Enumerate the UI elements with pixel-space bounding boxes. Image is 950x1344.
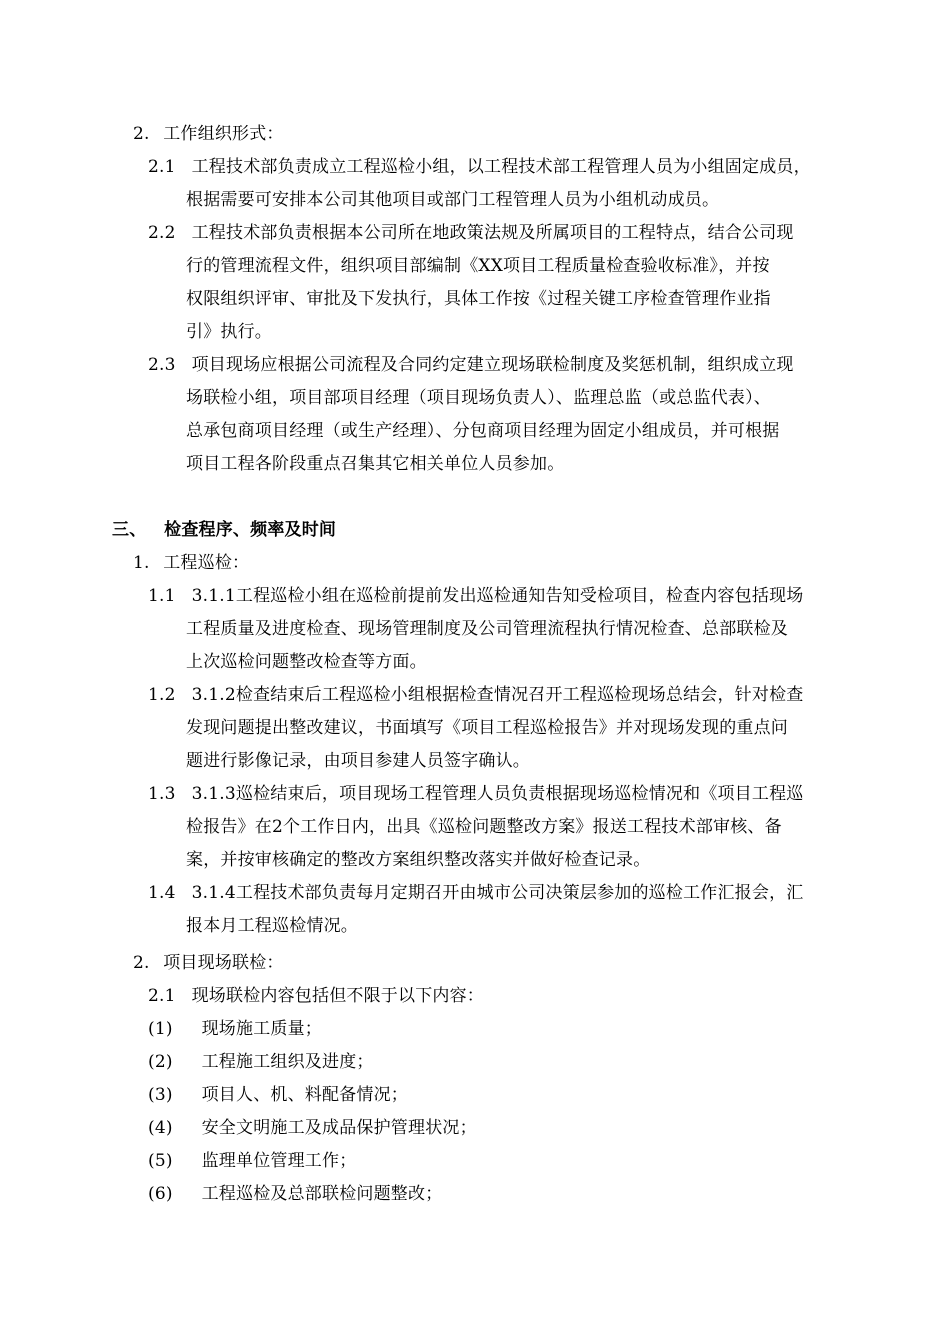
list-item	[148, 1050, 374, 1074]
subsection-2-item-2-1-text: 现场联检内容包括但不限于以下内容：	[191, 986, 485, 1006]
item-2-3-text-1: 项目现场应根据公司流程及合同约定建立现场联检制度及奖惩机制，组织成立现	[191, 355, 794, 375]
item-1-3-number: 1.3	[148, 784, 176, 804]
item-1-1-text-1: 3.1.1工程巡检小组在巡检前提前发出巡检通知告知受检项目，检查内容包括现场	[191, 586, 804, 606]
list-item-number: (6)	[148, 1184, 173, 1204]
item-2-2-line-1	[148, 221, 794, 245]
item-2-3-text-3: 总承包商项目经理（或生产经理）、分包商项目经理为固定小组成员，并可根据	[186, 421, 780, 441]
list-item-text: 现场施工质量；	[201, 1019, 323, 1039]
item-1-1-line-1	[148, 584, 803, 608]
item-1-1-number: 1.1	[148, 586, 176, 606]
item-2-3-text-4: 项目工程各阶段重点召集其它相关单位人员参加。	[186, 454, 565, 474]
list-item-number: (5)	[148, 1151, 173, 1171]
item-1-2-text-1: 3.1.2检查结束后工程巡检小组根据检查情况召开工程巡检现场总结会，针对检查	[191, 685, 804, 705]
subsection-2-item-2-1-number: 2.1	[148, 986, 176, 1006]
list-item	[148, 1149, 356, 1173]
subsection-2-number: 2.	[133, 953, 150, 973]
item-1-4-number: 1.4	[148, 883, 176, 903]
item-2-2-text-4: 引》执行。	[186, 322, 272, 342]
list-item-number: (3)	[148, 1085, 173, 1105]
subsection-2-title: 项目现场联检：	[163, 953, 284, 973]
list-item-text: 安全文明施工及成品保护管理状况；	[201, 1118, 477, 1138]
item-2-2-number: 2.2	[148, 223, 176, 243]
list-item	[148, 1116, 477, 1140]
item-1-3-text-2: 检报告》在2个工作日内，出具《巡检问题整改方案》报送工程技术部审核、备	[186, 817, 782, 837]
item-2-1-line-1	[148, 155, 811, 179]
item-2-2-text-1: 工程技术部负责根据本公司所在地政策法规及所属项目的工程特点，结合公司现	[191, 223, 794, 243]
item-2-3-text-2: 场联检小组，项目部项目经理（项目现场负责人）、监理总监（或总监代表）、	[186, 388, 771, 408]
section-2-title: 工作组织形式：	[163, 124, 284, 144]
item-1-4-text-1: 3.1.4工程技术部负责每月定期召开由城市公司决策层参加的巡检工作汇报会，汇	[191, 883, 804, 903]
section-3-title: 检查程序、频率及时间	[164, 520, 337, 540]
item-2-3-number: 2.3	[148, 355, 176, 375]
section-2-number: 2.	[133, 124, 150, 144]
item-1-3-line-1	[148, 782, 803, 806]
list-item-number: (4)	[148, 1118, 173, 1138]
item-1-2-number: 1.2	[148, 685, 176, 705]
item-1-1-text-2: 工程质量及进度检查、现场管理制度及公司管理流程执行情况检查、总部联检及	[186, 619, 788, 639]
item-1-3-text-1: 3.1.3巡检结束后，项目现场工程管理人员负责根据现场巡检情况和《项目工程巡	[191, 784, 804, 804]
item-2-1-text-1: 工程技术部负责成立工程巡检小组，以工程技术部工程管理人员为小组固定成员，	[191, 157, 811, 177]
item-2-1-text-2: 根据需要可安排本公司其他项目或部门工程管理人员为小组机动成员。	[186, 190, 720, 210]
list-item-text: 项目人、机、料配备情况；	[201, 1085, 409, 1105]
item-1-4-text-2: 报本月工程巡检情况。	[186, 916, 358, 936]
list-item	[148, 1083, 408, 1107]
list-item-text: 监理单位管理工作；	[201, 1151, 357, 1171]
item-1-2-text-2: 发现问题提出整改建议，书面填写《项目工程巡检报告》并对现场发现的重点问	[186, 718, 788, 738]
item-2-2-text-3: 权限组织评审、审批及下发执行，具体工作按《过程关键工序检查管理作业指	[186, 289, 771, 309]
list-item	[148, 1017, 322, 1041]
item-2-2-text-2: 行的管理流程文件，组织项目部编制《XX项目工程质量检查验收标准》，并按	[186, 256, 770, 276]
subsection-2-heading	[133, 951, 284, 975]
item-2-1-contents-line	[148, 984, 484, 1008]
list-item-text: 工程施工组织及进度；	[201, 1052, 374, 1072]
list-item-number: (2)	[148, 1052, 173, 1072]
subsection-1-heading	[133, 551, 249, 575]
item-2-3-line-1	[148, 353, 794, 377]
section-3-number: 三、	[112, 520, 147, 540]
subsection-1-title: 工程巡检：	[163, 553, 250, 573]
item-1-3-text-3: 案，并按审核确定的整改方案组织整改落实并做好检查记录。	[186, 850, 651, 870]
item-1-4-line-1	[148, 881, 803, 905]
section-2-heading	[133, 122, 284, 146]
item-1-1-text-3: 上次巡检问题整改检查等方面。	[186, 652, 427, 672]
list-item-number: (1)	[148, 1019, 173, 1039]
item-1-2-line-1	[148, 683, 803, 707]
section-3-heading	[112, 518, 336, 542]
item-2-1-number: 2.1	[148, 157, 176, 177]
subsection-1-number: 1.	[133, 553, 150, 573]
list-item-text: 工程巡检及总部联检问题整改；	[201, 1184, 443, 1204]
item-1-2-text-3: 题进行影像记录，由项目参建人员签字确认。	[186, 751, 530, 771]
list-item	[148, 1182, 442, 1206]
